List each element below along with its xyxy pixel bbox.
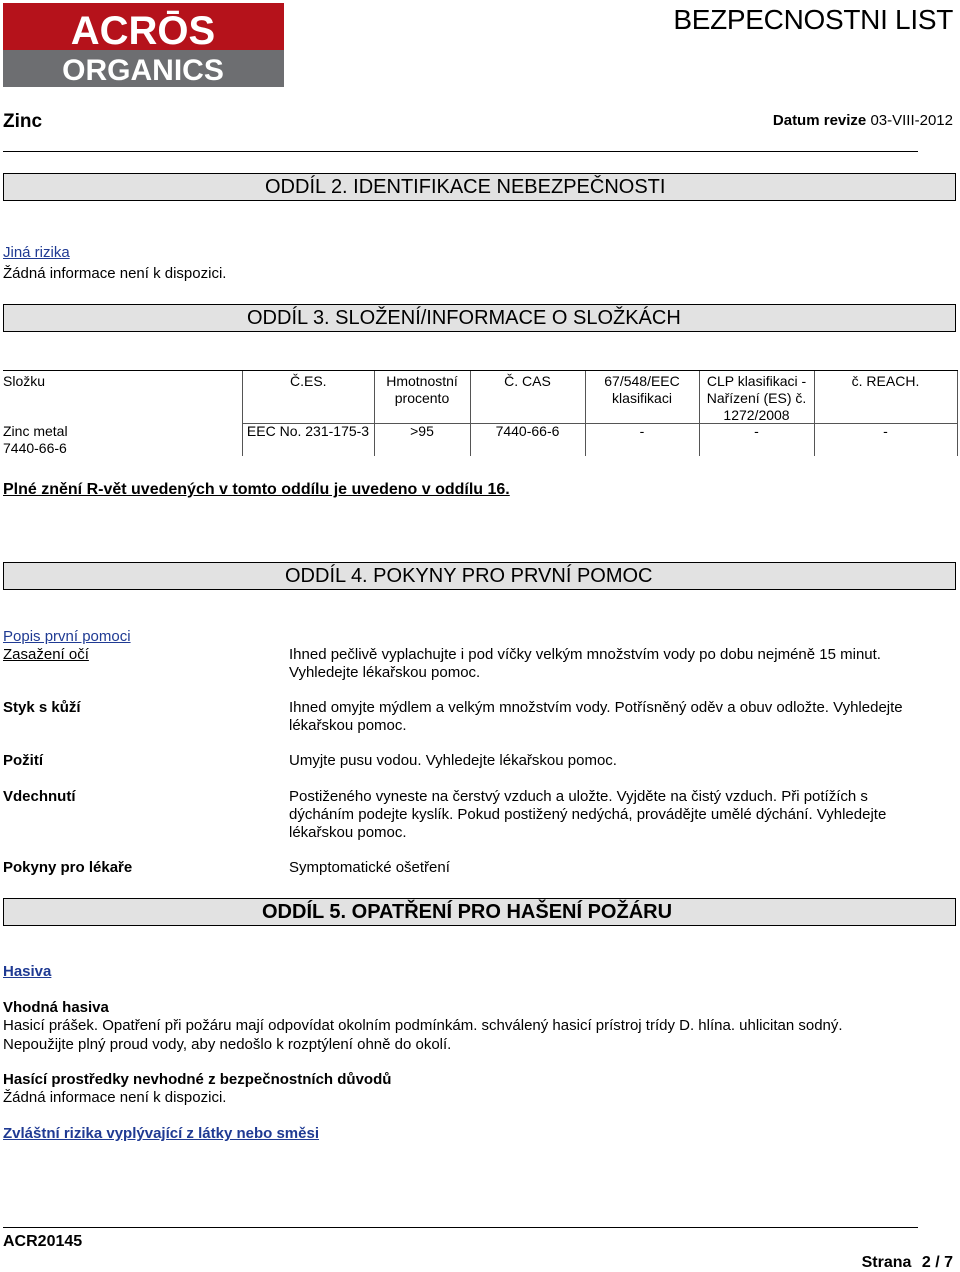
col-weight-line1: Hmotnostní <box>386 373 458 389</box>
doctor-notes-text: Symptomatické ošetření <box>289 859 450 876</box>
section-3-title: ODDÍL 3. SLOŽENÍ/INFORMACE O SLOŽKÁCH <box>247 307 681 329</box>
page-number <box>862 1254 953 1272</box>
col-weight <box>374 373 470 407</box>
doctor-notes-label: Pokyny pro lékaře <box>3 859 133 876</box>
ingestion-label: Požití <box>3 752 43 769</box>
revision-label: Datum revize <box>772 112 867 129</box>
section-2-title: ODDÍL 2. IDENTIFIKACE NEBEZPEČNOSTI <box>265 176 666 198</box>
footer-divider <box>3 1227 918 1228</box>
col-clp-line3: 1272/2008 <box>723 407 790 423</box>
document-title: BEZPECNOSTNI LIST <box>673 4 953 35</box>
revision-value: 03-VIII-2012 <box>870 112 953 129</box>
eye-contact-text-1: Ihned pečlivě vyplachujte i pod víčky velkým množstvím vody po dobu nejméně 15 minut. <box>289 646 881 663</box>
section-2-header <box>3 173 956 201</box>
table-divider <box>957 371 958 456</box>
skin-contact-text-2: lékařskou pomoc. <box>289 717 407 734</box>
eye-contact-label: Zasažení očí <box>3 646 89 663</box>
svg-text:ACRŌS: ACRŌS <box>70 9 216 53</box>
component-eec: - <box>639 423 645 439</box>
other-hazards-heading: Jiná rizika <box>3 244 70 261</box>
svg-text:ORGANICS: ORGANICS <box>62 54 224 87</box>
section-4-title: ODDÍL 4. POKYNY PRO PRVNÍ POMOC <box>285 565 653 587</box>
col-weight-line2: procento <box>394 390 450 406</box>
inhalation-text-3: lékařskou pomoc. <box>289 824 407 841</box>
first-aid-heading: Popis první pomoci <box>3 628 131 645</box>
other-hazards-text: Žádná informace není k dispozici. <box>3 265 227 282</box>
component-cas: 7440-66-6 <box>495 423 560 439</box>
section-4-header <box>3 562 956 590</box>
page-label: Strana <box>861 1254 912 1271</box>
col-eec <box>585 373 699 407</box>
col-clp <box>699 373 814 424</box>
col-clp-line1: CLP klasifikaci - <box>706 373 807 389</box>
suitable-media-heading: Vhodná hasiva <box>3 999 109 1016</box>
inhalation-text-1: Postiženého vyneste na čerstvý vzduch a uložte. Vyjděte na čistý vzduch. Při potížích s <box>289 788 868 805</box>
col-eec-line1: 67/548/EEC <box>604 373 680 389</box>
col-cas: Č. CAS <box>504 373 551 389</box>
eye-contact-text-2: Vyhledejte lékařskou pomoc. <box>289 664 481 681</box>
component-reach: - <box>883 423 888 439</box>
col-component: Složku <box>3 373 46 389</box>
document-code: ACR20145 <box>3 1233 83 1250</box>
col-ec: Č.ES. <box>290 373 327 389</box>
section-3-header <box>3 304 956 332</box>
suitable-media-text-2: Nepoužijte plný proud vody, aby nedošlo k rozptýlení ohně do okolí. <box>3 1036 452 1053</box>
inhalation-label: Vdechnutí <box>3 788 76 805</box>
component-weight: >95 <box>410 423 434 439</box>
inhalation-text-2: dýcháním podejte kyslík. Pokud postižený nedýchá, provádějte umělé dýchání. Vyhledejte <box>289 806 887 823</box>
r-phrases-note: Plné znění R-vět uvedených v tomto oddílu je uvedeno v oddílu 16. <box>3 481 510 498</box>
suitable-media-text-1: Hasicí prášek. Opatření při požáru mají odpovídat okolním podmínkám. schválený hasicí prístroj trídy D. hlína. uhlicitan sodný. <box>3 1017 843 1034</box>
component-cas-text: 7440-66-6 <box>3 440 67 456</box>
component-clp: - <box>754 423 759 439</box>
table-divider <box>242 371 243 456</box>
extinguishing-media-heading: Hasiva <box>3 963 52 980</box>
section-5-header <box>3 898 956 926</box>
unsuitable-media-heading: Hasící prostředky nevhodné z bezpečnostních důvodů <box>3 1071 392 1088</box>
header-divider <box>3 151 918 152</box>
skin-contact-text-1: Ihned omyjte mýdlem a velkým množstvím vody. Potřísněný oděv a obuv odložte. Vyhledejte <box>289 699 903 716</box>
unsuitable-media-text: Žádná informace není k dispozici. <box>3 1089 227 1106</box>
special-hazards-heading: Zvláštní rizika vyplývající z látky nebo směsi <box>3 1125 319 1142</box>
col-clp-line2: Nařízení (ES) č. <box>706 390 807 406</box>
acros-organics-logo <box>3 3 284 87</box>
revision-date <box>773 112 953 129</box>
product-name: Zinc <box>3 111 43 132</box>
page-value: 2 / 7 <box>921 1254 953 1271</box>
col-reach: č. REACH. <box>851 373 920 389</box>
skin-contact-label: Styk s kůží <box>3 699 81 716</box>
component-name-text: Zinc metal <box>3 423 68 439</box>
col-eec-line2: klasifikaci <box>612 390 672 406</box>
section-5-title: ODDÍL 5. OPATŘENÍ PRO HAŠENÍ POŽÁRU <box>262 901 673 923</box>
component-name <box>3 423 68 457</box>
component-ec: EEC No. 231-175-3 <box>246 423 370 439</box>
ingestion-text: Umyjte pusu vodou. Vyhledejte lékařskou pomoc. <box>289 752 617 769</box>
